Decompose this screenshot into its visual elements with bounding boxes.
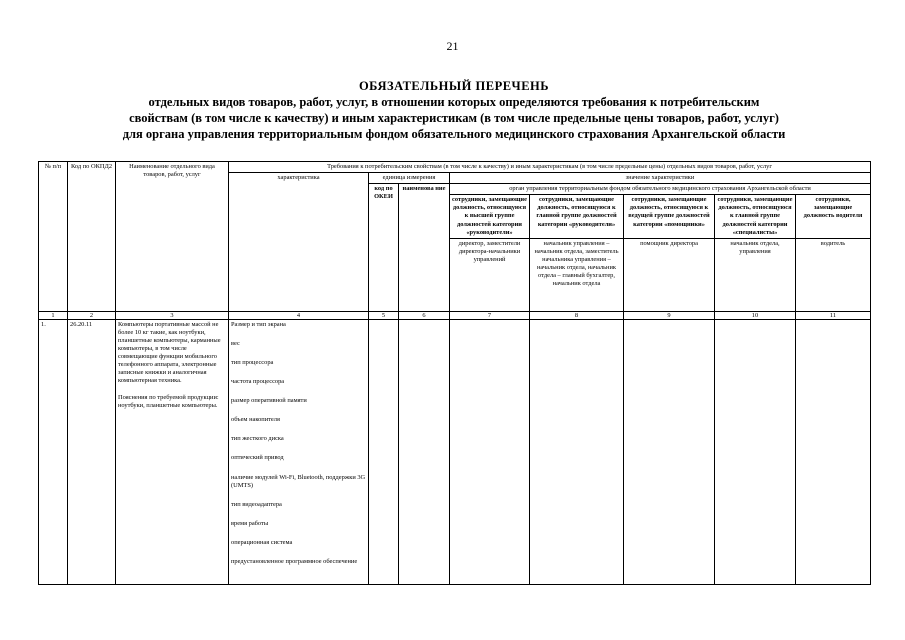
characteristic-item: оптический привод [231,454,284,462]
document-title [38,78,870,142]
header-pos-9: помощник директора [624,238,715,311]
row-okei [369,319,399,584]
header-cat-7: сотрудники, замещающие должность, относящуюся к высшей группе должностей категории «руководители» [450,195,530,238]
table-row [39,319,871,584]
col-number-3: 3 [116,311,229,319]
title-line-1: ОБЯЗАТЕЛЬНЫЙ ПЕРЕЧЕНЬ [358,79,550,93]
title-line-3: свойствам (в том числе к качеству) и иным характеристикам (в том числе предельные цены товаров, работ, услуг) [129,111,779,125]
title-line-2: отдельных видов товаров, работ, услуг, в отношении которых определяются требования к потребительским [148,95,760,109]
header-cat-9: сотрудники, замещающие должность, относящуюся к ведущей группе должностей категории «помощники» [624,195,715,238]
col-number-7: 7 [450,311,530,319]
col-number-2: 2 [68,311,116,319]
characteristic-item: объем накопителя [231,416,280,424]
header-okei: код по ОКЕИ [369,184,399,312]
row-value-9 [624,319,715,584]
col-number-9: 9 [624,311,715,319]
characteristic-item: размер оперативной памяти [231,397,307,405]
col-number-1: 1 [39,311,68,319]
row-value-8 [530,319,624,584]
page-number: 21 [446,39,459,53]
characteristic-item: тип жесткого диска [231,435,284,443]
characteristic-item: вес [231,339,240,347]
row-value-11 [796,319,871,584]
header-unit: единица измерения [369,173,450,184]
header-okpd: Код по ОКПД2 [68,162,116,312]
col-number-11: 11 [796,311,871,319]
col-number-4: 4 [229,311,369,319]
requirements-table [38,161,871,585]
characteristic-item: наличие модулей Wi-Fi, Bluetooth, поддержки 3G (UMTS) [231,473,366,489]
header-pos-10: начальник отдела, управления [715,238,796,311]
row-code: 26.20.11 [68,319,116,584]
header-pos-11: водитель [796,238,871,311]
characteristic-item: тип видеоадаптера [231,500,282,508]
row-value-10 [715,319,796,584]
col-number-5: 5 [369,311,399,319]
row-value-7 [450,319,530,584]
characteristic-item: Размер и тип экрана [231,320,286,328]
row-characteristics [229,319,369,584]
characteristic-item: время работы [231,519,269,527]
row-num: 1. [39,319,68,584]
characteristic-item: предустановленное программное обеспечение [231,557,358,565]
header-requirements: Требования к потребительским свойствам (в том числе к качеству) и иным характеристикам (в том числе предельные цены) отдельных видов товаров, работ, услуг [229,162,871,173]
header-num: № п/п [39,162,68,312]
header-values: значение характеристики [450,173,871,184]
header-unit-name: наименова ние [399,184,450,312]
header-name: Наименование отдельного вида товаров, работ, услуг [116,162,229,312]
col-number-10: 10 [715,311,796,319]
col-number-8: 8 [530,311,624,319]
header-characteristic: характеристика [229,173,369,312]
row-unit-name [399,319,450,584]
header-cat-11: сотрудники, замещающие должность водителя [796,195,871,238]
header-pos-8: начальник управления – начальник отдела, заместитель начальника управления – начальник отдела, начальник отдела – главный бухгалтер, начальник отдела [530,238,624,311]
header-pos-7: директор, заместители директора-начальники управлений [450,238,530,311]
header-cat-8: сотрудники, замещающие должность, относящуюся к главной группе должностей категории «руководители» [530,195,624,238]
row-name-part-2: Пояснения по требуемой продукции: ноутбуки, планшетные компьютеры. [118,393,219,409]
row-name-part-1: Компьютеры портативные массой не более 10 кг такие, как ноутбуки, планшетные компьютеры, карманные компьютеры, в том числе совмещающие функции мобильного телефонного аппарата, электронные записные книжки и аналогичная компьютерная техника. [118,320,221,385]
header-cat-10: сотрудники, замещающие должность, относящуюся к главной группе должностей категории «специалисты» [715,195,796,238]
characteristic-item: тип процессора [231,358,274,366]
header-organ: орган управления территориальным фондом обязательного медицинского страхования Архангельской области [450,184,871,195]
title-line-4: для органа управления территориальным фондом обязательного медицинского страхования Архангельской области [122,127,786,141]
row-name [116,319,229,584]
characteristic-item: частота процессора [231,378,285,386]
col-number-6: 6 [399,311,450,319]
characteristic-item: операционная система [231,538,293,546]
